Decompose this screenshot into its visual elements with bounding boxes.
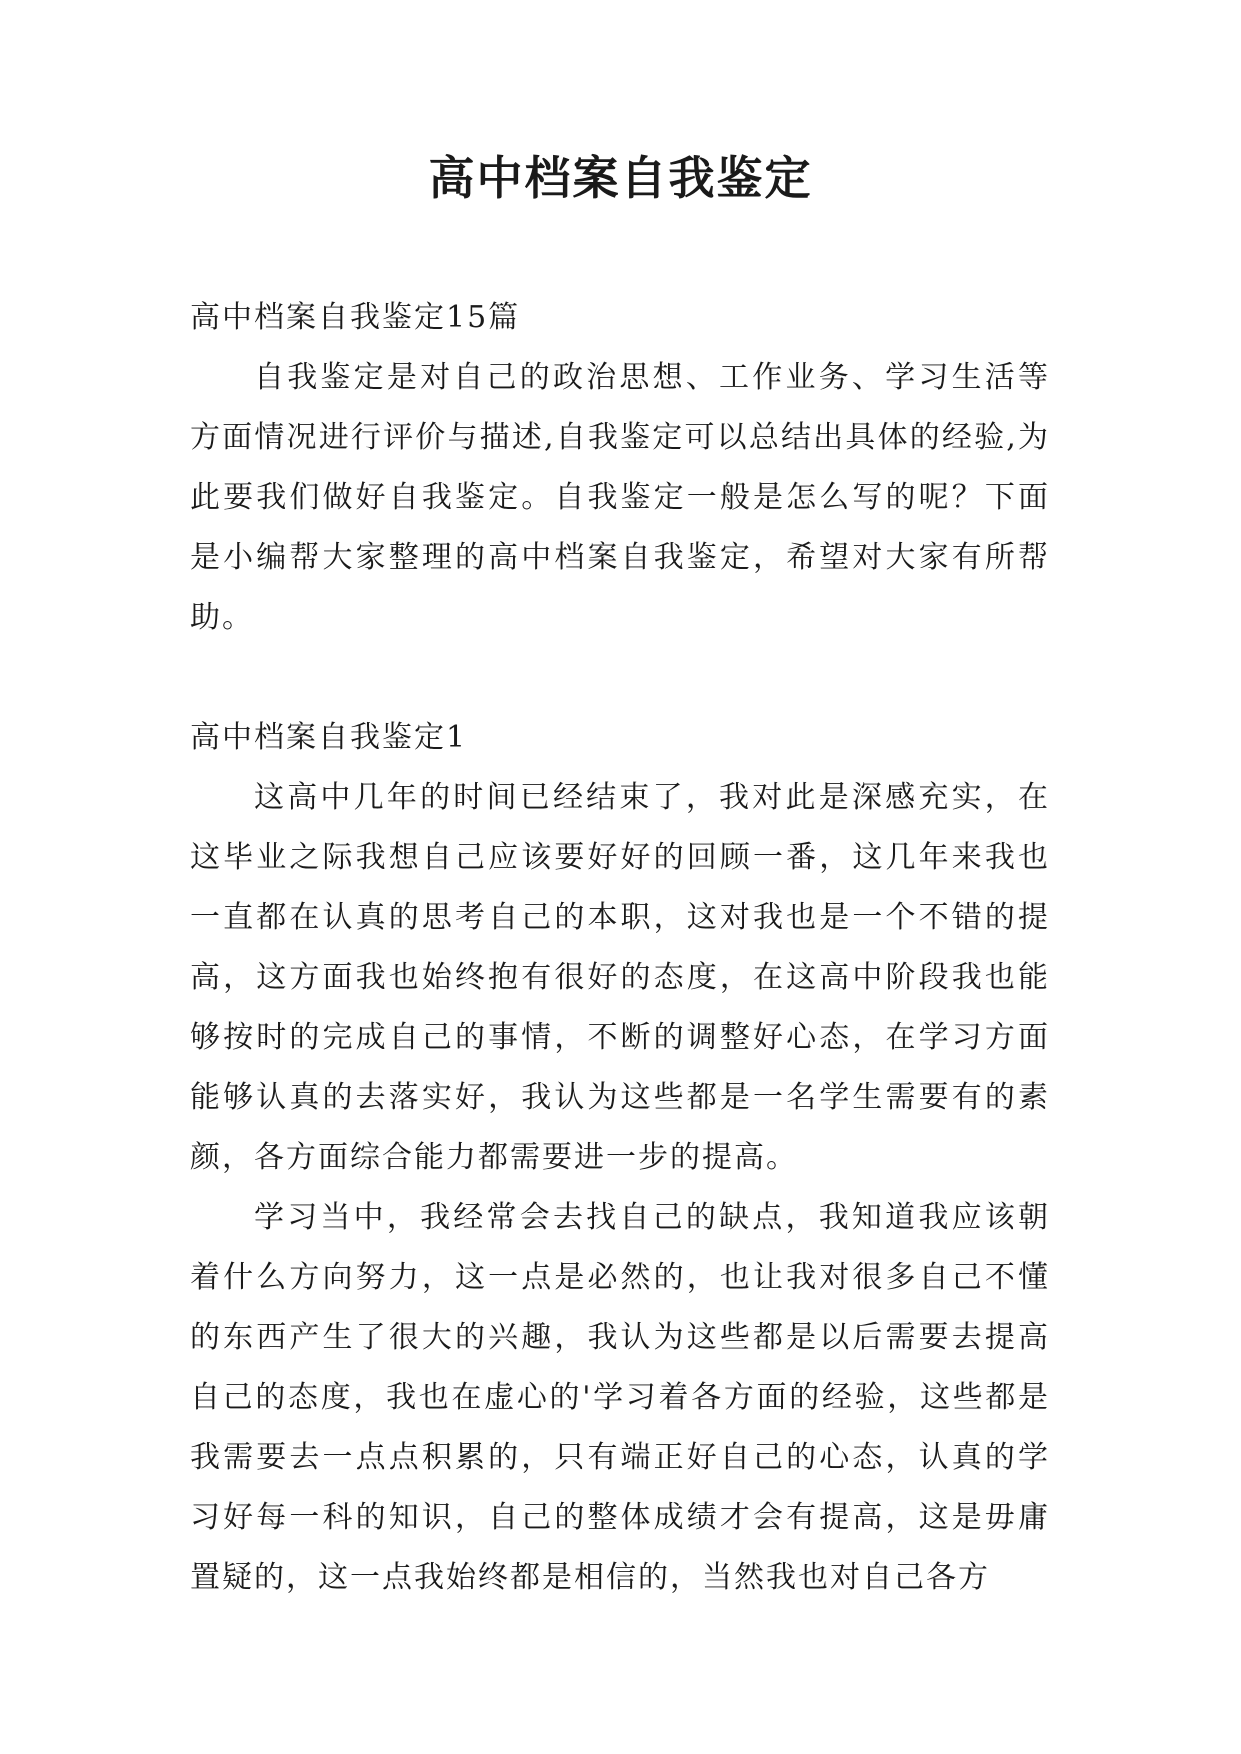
document-subtitle: 高中档案自我鉴定15篇 <box>190 300 521 335</box>
body-paragraph: 这高中几年的时间已经结束了，我对此是深感充实，在这毕业之际我想自己应该要好好的回顾一番，这几年来我也一直都在认真的思考自己的本职，这对我也是一个不错的提高，这方面我也始终抱有很好的态度，在这高中阶段我也能够按时的完成自己的事情，不断的调整好心态，在学习方面能够认真的去落实好，我认为这些都是一名学生需要有的素颜，各方面综合能力都需要进一步的提高。 <box>190 780 1050 1175</box>
document-body <box>190 288 1050 1608</box>
intro-paragraph: 自我鉴定是对自己的政治思想、工作业务、学习生活等方面情况进行评价与描述,自我鉴定可以总结出具体的经验,为此要我们做好自我鉴定。自我鉴定一般是怎么写的呢？下面是小编帮大家整理的高中档案自我鉴定，希望对大家有所帮助。 <box>190 360 1050 635</box>
document-title: 高中档案自我鉴定 <box>428 151 813 205</box>
body-paragraph: 学习当中，我经常会去找自己的缺点，我知道我应该朝着什么方向努力，这一点是必然的，也让我对很多自己不懂的东西产生了很大的兴趣，我认为这些都是以后需要去提高自己的态度，我也在虚心的'学习着各方面的经验，这些都是我需要去一点点积累的，只有端正好自己的心态，认真的学习好每一科的知识，自己的整体成绩才会有提高，这是毋庸置疑的，这一点我始终都是相信的，当然我也对自己各方 <box>190 1200 1050 1595</box>
section-spacer <box>190 648 1050 708</box>
section-heading: 高中档案自我鉴定1 <box>190 720 468 755</box>
